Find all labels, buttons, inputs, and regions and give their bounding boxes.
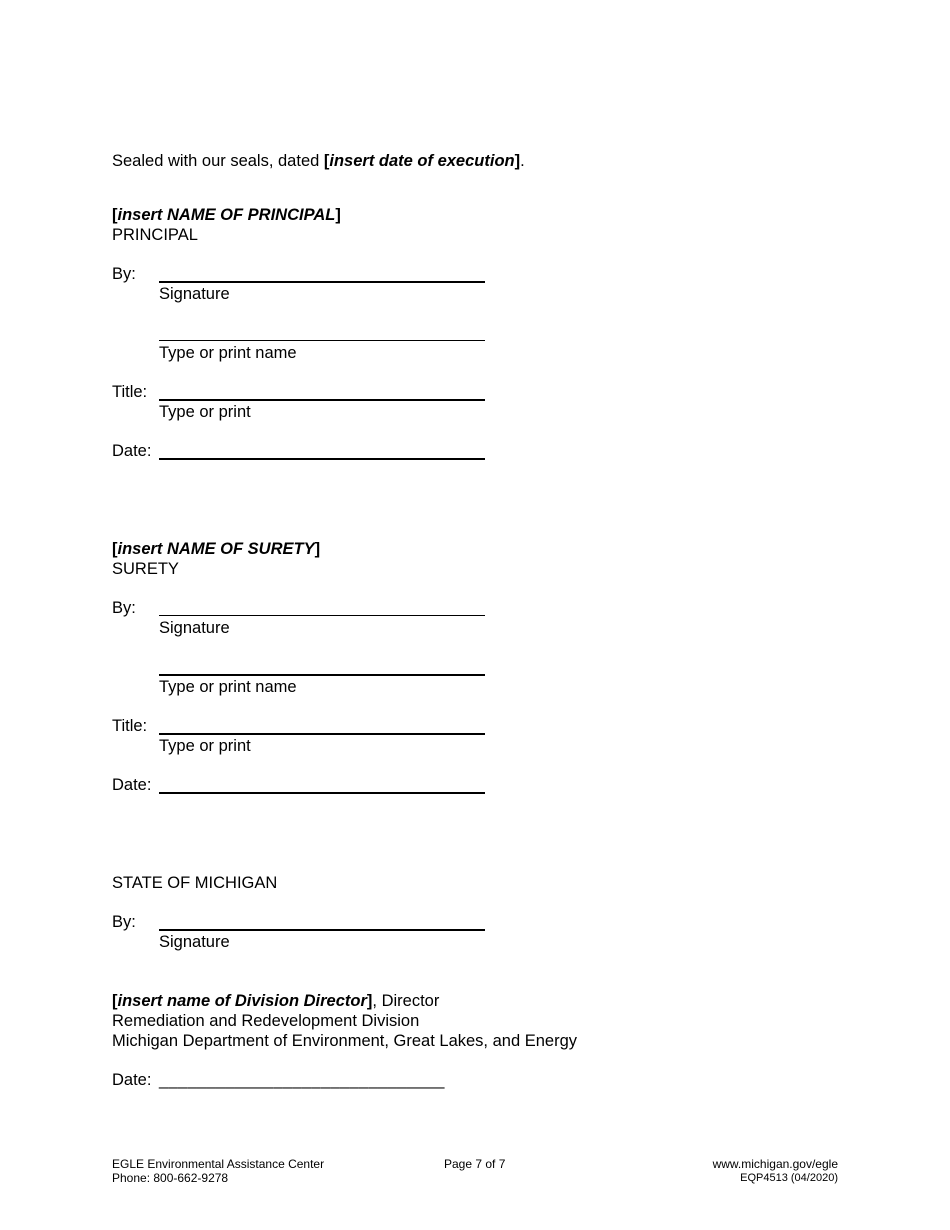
bracket-close: ]	[314, 540, 321, 558]
bracket-open: [	[112, 992, 118, 1010]
surety-title-line[interactable]	[159, 733, 485, 735]
bracket-close: ]	[335, 206, 341, 224]
bracket-close: ]	[514, 152, 521, 170]
state-signature-line[interactable]	[159, 929, 485, 931]
state-date-blank[interactable]: ______________________________	[159, 1071, 445, 1089]
bracket-close: ]	[366, 992, 373, 1010]
principal-title-caption: Type or print	[159, 403, 251, 421]
principal-signature-caption: Signature	[159, 285, 230, 303]
principal-date-line[interactable]	[159, 458, 485, 460]
principal-name-placeholder: insert NAME OF PRINCIPAL	[117, 206, 336, 224]
footer-page-number: Page 7 of 7	[444, 1157, 506, 1171]
department-name: Michigan Department of Environment, Great Lakes, and Energy	[112, 1032, 577, 1050]
sealed-prefix: Sealed with our seals, dated	[112, 152, 324, 170]
bracket-open: [	[112, 206, 118, 224]
principal-by-label: By:	[112, 265, 136, 283]
date-of-execution-placeholder: insert date of execution	[329, 152, 515, 170]
surety-title-label: Title:	[112, 717, 148, 735]
surety-name-placeholder: insert NAME OF SURETY	[117, 540, 315, 558]
principal-print-name-caption: Type or print name	[159, 344, 297, 362]
state-date-label: Date:	[112, 1071, 152, 1089]
sealed-statement	[112, 151, 525, 171]
surety-date-label: Date:	[112, 776, 152, 794]
bracket-open: [	[323, 152, 330, 170]
state-heading: STATE OF MICHIGAN	[112, 874, 278, 892]
surety-label: SURETY	[112, 560, 179, 578]
surety-print-name-line[interactable]	[159, 674, 485, 676]
footer-form-id: EQP4513 (04/2020)	[740, 1172, 838, 1184]
principal-title-label: Title:	[112, 383, 148, 401]
division-director	[112, 991, 439, 1011]
sealed-suffix: .	[520, 152, 525, 170]
surety-print-name-caption: Type or print name	[159, 678, 297, 696]
bracket-open: [	[112, 540, 118, 558]
footer-website[interactable]: www.michigan.gov/egle	[712, 1157, 838, 1171]
principal-signature-line[interactable]	[159, 281, 485, 283]
footer-center-name: EGLE Environmental Assistance Center	[112, 1157, 325, 1171]
footer-phone: Phone: 800-662-9278	[112, 1171, 229, 1185]
principal-title-line[interactable]	[159, 399, 485, 401]
division-name: Remediation and Redevelopment Division	[112, 1012, 420, 1030]
division-director-placeholder: insert name of Division Director	[117, 992, 367, 1010]
principal-print-name-line[interactable]	[159, 340, 485, 341]
surety-name	[112, 539, 320, 559]
principal-name	[112, 205, 341, 225]
state-by-label: By:	[112, 913, 136, 931]
surety-date-line[interactable]	[159, 792, 485, 794]
surety-title-caption: Type or print	[159, 737, 251, 755]
surety-signature-caption: Signature	[159, 619, 230, 637]
state-signature-caption: Signature	[159, 933, 230, 951]
principal-date-label: Date:	[112, 442, 152, 460]
surety-signature-line[interactable]	[159, 615, 485, 616]
principal-label: PRINCIPAL	[112, 226, 198, 244]
surety-by-label: By:	[112, 599, 136, 617]
director-suffix: , Director	[372, 992, 440, 1010]
